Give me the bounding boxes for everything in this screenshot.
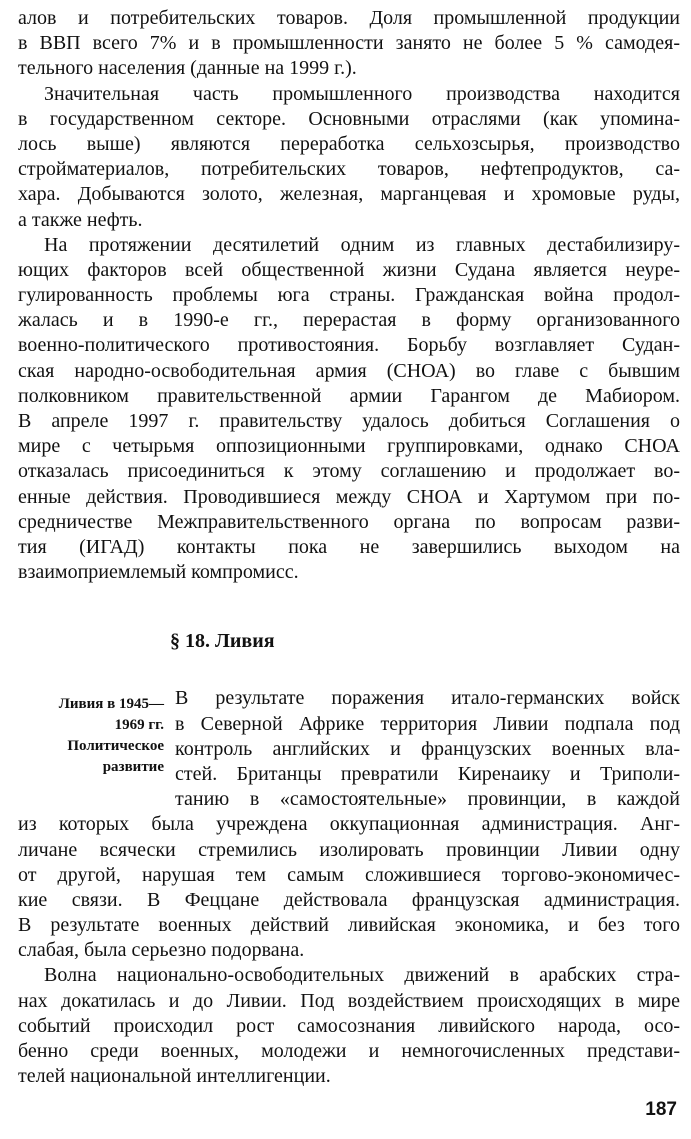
- text-line: взаимоприемлемый компромисс.: [18, 561, 299, 584]
- text-line: Волна национально-освободительных движений в арабских стра-: [44, 964, 680, 987]
- text-line: лось выше) являются переработка сельхозсырья, производство: [18, 132, 680, 155]
- text-line: кие связи. В Феццане действовала французская администрация.: [18, 888, 680, 911]
- text-line: стей. Британцы превратили Киренаику и Триполи-: [175, 762, 680, 785]
- text-line: личане всячески стремились изолировать провинции Ливии одну: [18, 838, 680, 861]
- text-line: тельного населения (данные на 1999 г.).: [18, 57, 357, 80]
- text-line: контроль английских и французских военных вла-: [175, 737, 680, 760]
- text-line: военно-политического противостояния. Борьбу возглавляет Судан-: [18, 334, 680, 357]
- text-line: а также нефть.: [18, 208, 143, 231]
- paragraph-3: [18, 233, 680, 586]
- text-line: жалась и в 1990-е гг., перерастая в форму организованного: [18, 309, 680, 332]
- paragraph-1: [18, 6, 680, 82]
- text-line: гулированность проблемы юга страны. Гражданская война продол-: [18, 284, 680, 307]
- margin-note: [18, 694, 164, 778]
- page-number: 187: [645, 1099, 677, 1120]
- text-line: енные действия. Проводившиеся между СНОА и Хартумом при по-: [18, 485, 680, 508]
- text-line: слабая, была серьезно подорвана.: [18, 939, 305, 962]
- text-line: от другой, нарушая тем самым сложившиеся торгово-экономичес-: [18, 863, 680, 886]
- text-line: Значительная часть промышленного производства находится: [44, 82, 680, 105]
- text-line: хара. Добываются золото, железная, марганцевая и хромовые руды,: [18, 183, 680, 206]
- text-line: ющих факторов всей общественной жизни Судана является неуре-: [18, 258, 680, 281]
- section-heading: § 18. Ливия: [170, 630, 275, 653]
- paragraph-2: [18, 82, 680, 233]
- text-line: ская народно-освободительная армия (СНОА) во главе с бывшим: [18, 359, 680, 382]
- text-line: нах докатилась и до Ливии. Под воздействием происходящих в мире: [18, 989, 680, 1012]
- text-line: в государственном секторе. Основными отраслями (как упомина-: [18, 107, 680, 130]
- text-line: полковником правительственной армии Гарангом де Мабиором.: [18, 384, 680, 407]
- margin-note-line: Ливия в 1945—: [58, 696, 164, 713]
- paragraph-4-continued: [18, 812, 680, 963]
- margin-note-line: 1969 гг.: [114, 717, 164, 734]
- text-line: средничестве Межправительственного органа по вопросам разви-: [18, 510, 680, 533]
- text-line: мире с четырьмя оппозиционными группировками, однако СНОА: [18, 435, 680, 458]
- text-line: телей национальной интеллигенции.: [18, 1065, 331, 1088]
- text-line: стройматериалов, потребительских товаров, нефтепродуктов, са-: [18, 158, 680, 181]
- text-line: событий происходил рост самосознания ливийского народа, осо-: [18, 1014, 680, 1037]
- paragraph-4-side-text: [175, 686, 680, 812]
- text-line: в ВВП всего 7% и в промышленности занято не более 5 % самодея-: [18, 32, 680, 55]
- text-line: в Северной Африке территория Ливии подпала под: [175, 712, 680, 735]
- text-line: танию в «самостоятельные» провинции, в каждой: [175, 788, 680, 811]
- text-line: В результате поражения итало-германских войск: [175, 687, 680, 710]
- margin-note-line: развитие: [102, 759, 164, 776]
- paragraph-5: [18, 963, 680, 1089]
- text-line: из которых была учреждена оккупационная администрация. Анг-: [18, 813, 680, 836]
- text-line: На протяжении десятилетий одним из главных дестабилизиру-: [44, 233, 680, 256]
- text-line: В результате военных действий ливийская экономика, и без того: [18, 914, 680, 937]
- text-line: отказалась присоединиться к этому соглашению и продолжает во-: [18, 460, 680, 483]
- section-gap: [18, 585, 680, 629]
- margin-note-line: Политическое: [67, 738, 164, 755]
- text-line: алов и потребительских товаров. Доля промышленной продукции: [18, 7, 680, 29]
- paragraph-4-with-margin-note: [18, 686, 680, 812]
- text-line: тия (ИГАД) контакты пока не завершились выходом на: [18, 535, 680, 558]
- text-line: В апреле 1997 г. правительству удалось добиться Соглашения о: [18, 410, 680, 432]
- text-line: бенно среди военных, молодежи и немногочисленных представи-: [18, 1040, 680, 1062]
- page-body: [18, 6, 680, 1089]
